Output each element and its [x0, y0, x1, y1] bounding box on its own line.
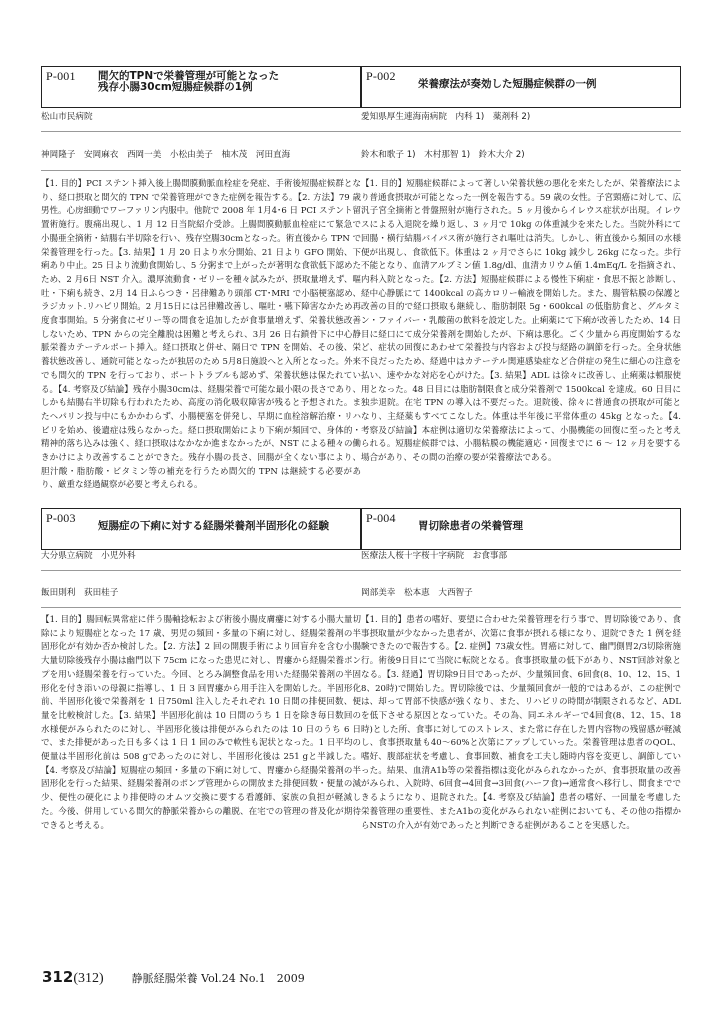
abstract-authors: 飯田則利 荻田桂子 [41, 588, 119, 598]
divider [361, 570, 681, 571]
abstract-affiliation: 医療法人桜十字桜十字病院 お食事部 [361, 551, 508, 561]
divider [41, 570, 361, 571]
abstract-p001 [41, 66, 361, 506]
abstract-header-box [361, 66, 681, 108]
divider [41, 131, 361, 132]
divider [41, 607, 361, 608]
abstract-title [98, 71, 348, 93]
abstract-p003 [41, 508, 361, 888]
abstract-body: 【1. 目的】患者の嗜好、要望に合わせた栄養管理を行う事で、胃切除後であり、食事摂取量が少なかった患者が、次第に食事が摂れる様になり、退院できた 1 例を経験できたので報告する。【2. 症例】73歳女性。胃癌に対して、幽門側胃2/3切除術施行。術後9日目にて当院に転院となる。食事摂取量の低下があり、NST回診対象となる。【3. 経過】胃切除9日目であったが、少量頻回食、6回食(8、10、12、15、18、20時)で開始した。胃切除後では、少量頻回食が一般的ではあるが、この症例では、却って胃部不快感が強くなり、また、リハビリの時間が制限されるなど、ADL を低下させる原因となっていた。その為、同エネルギーで4回食(8、12、15、18時)とした所、食事に対してのストレス、また常に存在した胃内容物の残留感が軽減し、食事摂取量も40～60%と次第にアップしていった。栄養管理は患者のQOL、嗜好、腹部症状を考慮し、食事回数、補食を工夫し随時内容を変更し、調節していった。結果、血清A1b等の栄養指標は変化がみられなかったが、食事摂取量の改善がみられ、入院時、6回食→4回食→3回食(ハーフ食)→通常食へ移行し、間食までできるようになり、退院された。【4. 考察及び結論】患者の嗜好、一回量を考慮した栄養管理の重要性、またA1bの変化がみられない症例においても、その他の指標からNSTの介入が有効であったと判断できる症例があることを実感した。 [361, 615, 681, 831]
abstract-title-line: 残存小腸30cm短腸症候群の1例 [98, 81, 253, 93]
abstract-id: P-003 [46, 511, 76, 525]
abstract-id: P-002 [366, 69, 396, 83]
journal-citation: 静脈経腸栄養 Vol.24 No.1 2009 [131, 972, 305, 985]
abstract-affiliation: 愛知県厚生連海南病院 内科 1) 薬剤科 2) [361, 112, 531, 122]
abstract-title [418, 79, 668, 90]
abstract-header-box [361, 508, 681, 550]
page-number-paren: (312) [73, 971, 104, 986]
abstract-authors: 岡部美幸 松本恵 大西智子 [361, 588, 473, 598]
divider [41, 170, 361, 171]
abstract-body: 【1. 目的】腸回転異常症に伴う腸軸捻転および術後小腸皮膚瘻に対する小腸大量切除により短腸症となった 17 歳、男児の頻回・多量の下痢に対し、経腸栄養剤の半固形化が有効か否か検討した。【2. 方法】2 回の開腹手術により回盲弁を含む小腸大量切除後残存小腸は幽門以下 75cm になった患児に対し、胃瘻から経腸栄養ポンプを用い経腸栄養を行っていた。今回、とろみ調整食品を用いた経腸栄養剤の半固形化を付き添いの母親に指導し、1 日 3 回胃瘻から用手注入を開始した。半固形化前、半固形化後で栄養剤を 1 日750ml 注入したそれぞれ 10 日間の排便回数、便量を比較検討した。【3. 結果】半固形化前は 10 日間のうち 1 日を除き毎日数回の水様便がみられたのに対し、半固形化後は排便がみられたのは 10 日のうち 6 日で、また排便があった日も多くは 1 日 1 回のみで軟性も泥状となった。1 日平均の便量は半固形化前は 508 gであったのに対し、半固形化後は 251 gと半減した。【4. 考察及び結論】短腸症の頻回・多量の下痢に対して、胃瘻から経腸栄養剤の半固形化を行った結果、経腸栄養剤のポンプ管理からの開放また排便回数・便量の減少、便性の硬化により排便時のオムツ交換に要する看護師、家族の負担が軽減した。今後、併用している間欠的静脈栄養からの離脱、在宅での管理の普及化が期待できると考える。 [41, 615, 361, 831]
abstract-title-line: 間欠的TPNで栄養管理が可能となった [98, 70, 280, 82]
abstract-authors: 神岡隆子 安岡麻衣 西岡一美 小松由美子 柚木茂 河田直海 [41, 150, 291, 160]
abstract-body: 【1. 目的】PCI ステント挿入後上腸間膜動脈血栓症を発症、手術後短腸症候群となり、経口摂取と間欠的 TPN で栄養管理ができた症例を報告する。【2. 方法】79 歳男性。心房細動でワーファリン内服中。他院で 2008 年 1月4･6 日 PCI ステント留置術施行。腹痛出現し、1 月 12 日当院紹介受診。上腸間膜動脈血栓症にて緊急で小腸亜全摘術・結腸右半切除を行い、残存空腸30cmとなった。術直後から TPN で栄養管理を行った。【3. 結果】1 月 20 日より水分開始、21 日より GFO 開始、下痢あり中止。25 日より流動食開始し、5 分粥まで上がったが著明な食欲低下認めたため、2 月6日 NST 介入。濃厚流動食・ゼリーを種々試みたが、摂取量増えず、嘔吐・下痢も続き、2月 14 日ふらつき・呂律難あり頭部 CT･MRI で小脳梗塞認め、ラジカット.リハビリ開始。2 月15日には呂律難改善し、嘔吐・嚥下障害なかため再度食事開始。5 分粥食にゼリー等の間食を追加したが食事量増えず、栄養状態改善しないため、TPN からの完全離脱は困難と考えられ、3月 26 日右鎖骨下に中心静脈栄養カテーテルポート挿入。経口摂取と併せ、隔日で TPN を開始、その後、栄養状態改善し、通院可能となったが独居のため 5月8日施設へと入所となった。外来でも間欠的 TPN を行っており、ポートトラブルも認めず、栄養状態は保たれている。【4. 考察及び結論】残存小腸30cmは、経腸栄養で可能な最小限の長さであり、しかも結腸右半切除も行われたため、高度の消化吸収障害が残ると予想された。またヘパリン投与中にもかかわらず、小腸梗塞を併発し、早期に血栓溶解治療・リハビリを始め、後遺症は残らなかった。経口摂取開始により下痢が頻回で、身体的・精神的落ち込みは強く、経口摂取はなかなか進まなかったが、NST による種々の働きかけにより改善することができた。残存小腸の長さ、回腸が全くない事により、胆汁酸・脂肪酸・ビタミン等の補充を行うため間欠的 TPN は継続する必要があり、厳重な経過観察が必要と考えられる。 [41, 179, 361, 491]
abstract-title [98, 521, 358, 532]
abstract-title-line: 短腸症の下痢に対する経腸栄養剤半固形化の経験 [98, 520, 329, 532]
abstract-id: P-004 [366, 511, 396, 525]
abstract-authors: 鈴木和歌子 1) 木村那智 1) 鈴木大介 2) [361, 150, 525, 160]
page-footer [42, 968, 305, 987]
divider [361, 131, 681, 132]
page-number: 312 [42, 968, 74, 986]
abstract-affiliation: 大分県立病院 小児外科 [41, 551, 136, 561]
abstract-header-box [41, 66, 361, 108]
abstract-title-line: 胃切除患者の栄養管理 [418, 520, 523, 532]
abstract-body: 【1. 目的】短腸症候群によって著しい栄養状態の悪化を来たしたが、栄養療法により普通食摂取が可能となった一例を報告する。59 歳の女性。子宮頸癌に対して、広汎子宮全摘術と骨盤照射が施行された。5 ヶ月後からイレウス症状が出現。イレウスによる入退院を繰り返し、3 ヶ月で 10kg の体重減少を来たした。当院外科にて回腸・横行結腸バイパス術が施行され嘔吐は消失。しかし、術直後から頻回の水様便が出現し、食欲低下。体重は 2 ヶ月でさらに 10kg 減少し 26kg になった。歩行不能となり、血清アルブミン値 1.8g/dl、血清カリウム値 1.4mEq/L を指摘され、内科入院となった。【2. 方法】短腸症候群による慢性下痢症・食思不振と診断し、経中心静脈にて 1400kcal の高カロリー輸液を開始した。また、腸管粘膜の保護と改善の目的で経口摂取も継続し、脂肪制限 5g・600kcal の低脂肪食と、グルタミン・ファイバー・乳酸菌の飲料を設定した。止痢薬にて下痢が改善したため、14 日目に経口にて成分栄養剤を開始したが、下痢は悪化。ごく少量から再度開始するなど、症状の回復にあわせて栄養投与内容および投与経路の調節を行った。全身状態不良だったため、経過中はカテーテル関連感染症など合併症の発生に細心の注意を払い、速やかな対応を心がけた。【3. 結果】ADL は徐々に改善し、止痢薬は頓服使用となった。48 日目には脂肪制限食と成分栄養剤で 1500kcal を達成。60 日目に独歩退院。在宅 TPN の導入は不要だった。退院後、徐々に普通食の摂取が可能となり、主経薬もすべてこなした。体重は半年後に平常体重の 45kg となった。【4. 考察及び結論】本症例は適切な栄養療法によって、小腸機能の回復に至ったと考えられる。短腸症候群では、小腸粘膜の機能適応・回復までに 6 ～ 12 ヶ月を要する場合があり、その間の治療の要が栄養療法である。 [361, 179, 681, 464]
abstract-header-box [41, 508, 361, 550]
abstract-affiliation: 松山市民病院 [41, 112, 93, 122]
divider [361, 607, 681, 608]
abstract-id: P-001 [46, 69, 76, 83]
abstract-p004 [361, 508, 681, 888]
abstract-title-line: 栄養療法が奏効した短腸症候群の一例 [418, 78, 597, 90]
abstract-title [418, 521, 668, 532]
abstract-p002 [361, 66, 681, 506]
divider [361, 170, 681, 171]
